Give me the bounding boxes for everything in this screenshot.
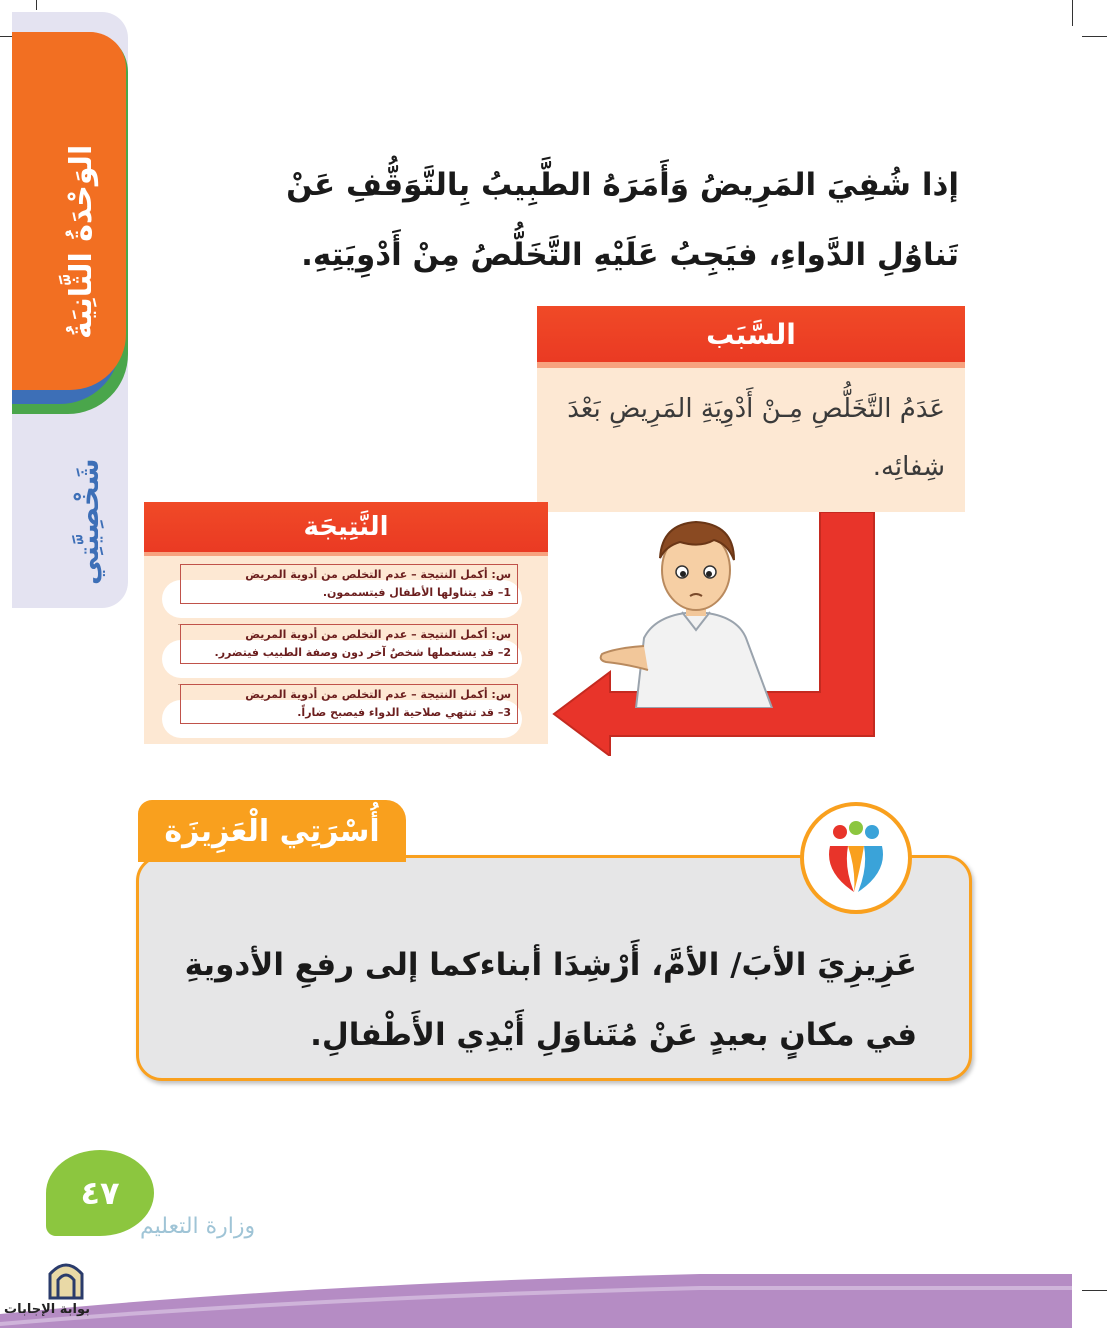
ministry-logo-text: وزارة التعليم <box>140 1214 256 1239</box>
result-row <box>158 684 534 744</box>
family-icon <box>800 802 912 914</box>
crop-mark <box>36 0 37 10</box>
crop-mark <box>1082 36 1107 37</box>
answer-box <box>180 564 518 604</box>
watermark-text: بوابة الإجابات <box>4 1302 90 1317</box>
cause-card <box>537 306 965 512</box>
result-rows <box>144 556 548 744</box>
page-number-badge: ٤٧ <box>46 1150 154 1236</box>
answer-box <box>180 624 518 664</box>
intro-paragraph: إذا شُفِيَ المَرِيضُ وَأَمَرَهُ الطَّبِيبُ بِالتَّوَقُّفِ عَنْ تَناوُلِ الدَّواءِ، فيَجِبُ عَلَيْهِ التَّخَلُّصُ مِنْ أَدْوِيَتِهِ. <box>286 167 959 273</box>
row-question: س: أكمل النتيجة – عدم التخلص من أدوية المريض <box>245 568 511 581</box>
cause-body: عَدَمُ التَّخَلُّصِ مِـنْ أَدْوِيَةِ المَرِيضِ بَعْدَ شِفائِه. <box>567 394 945 482</box>
answer-box <box>180 684 518 724</box>
result-row <box>158 564 534 624</box>
gate-logo-icon <box>44 1256 88 1300</box>
row-answer: 2– قد يستعملها شخصٌ آخر دون وصفة الطبيب فيتضرر. <box>214 646 511 659</box>
result-title: النَّتِيجَة <box>144 502 548 556</box>
row-question: س: أكمل النتيجة – عدم التخلص من أدوية المريض <box>245 688 511 701</box>
family-tab-title: أُسْرَتِي الْعَزِيزَة <box>138 800 406 862</box>
cause-title: السَّبَب <box>537 306 965 368</box>
family-figures-icon <box>804 806 908 910</box>
subject-title: شَخْصِيَّتِي <box>72 458 105 586</box>
unit-title: الوَحْدَةُ الثَّانِيَةُ <box>64 144 99 340</box>
row-answer: 1– قد يتناولها الأطفال فيتسممون. <box>322 586 511 599</box>
crop-mark <box>1072 0 1073 26</box>
row-question: س: أكمل النتيجة – عدم التخلص من أدوية المريض <box>245 628 511 641</box>
boy-illustration-icon <box>596 518 790 708</box>
row-answer: 3– قد تنتهي صلاحية الدواء فيصبح ضاراً. <box>297 706 511 719</box>
result-row <box>158 624 534 684</box>
side-tab <box>12 12 128 608</box>
result-card <box>144 502 548 744</box>
family-message: عَزِيزِيَ الأبَ/ الأمَّ، أَرْشِدَا أبناءكما إلى رفعِ الأدويةِ في مكانٍ بعيدٍ عَنْ مُتَناوَلِ أَيْدِي الأَطْفالِ. <box>184 947 917 1053</box>
